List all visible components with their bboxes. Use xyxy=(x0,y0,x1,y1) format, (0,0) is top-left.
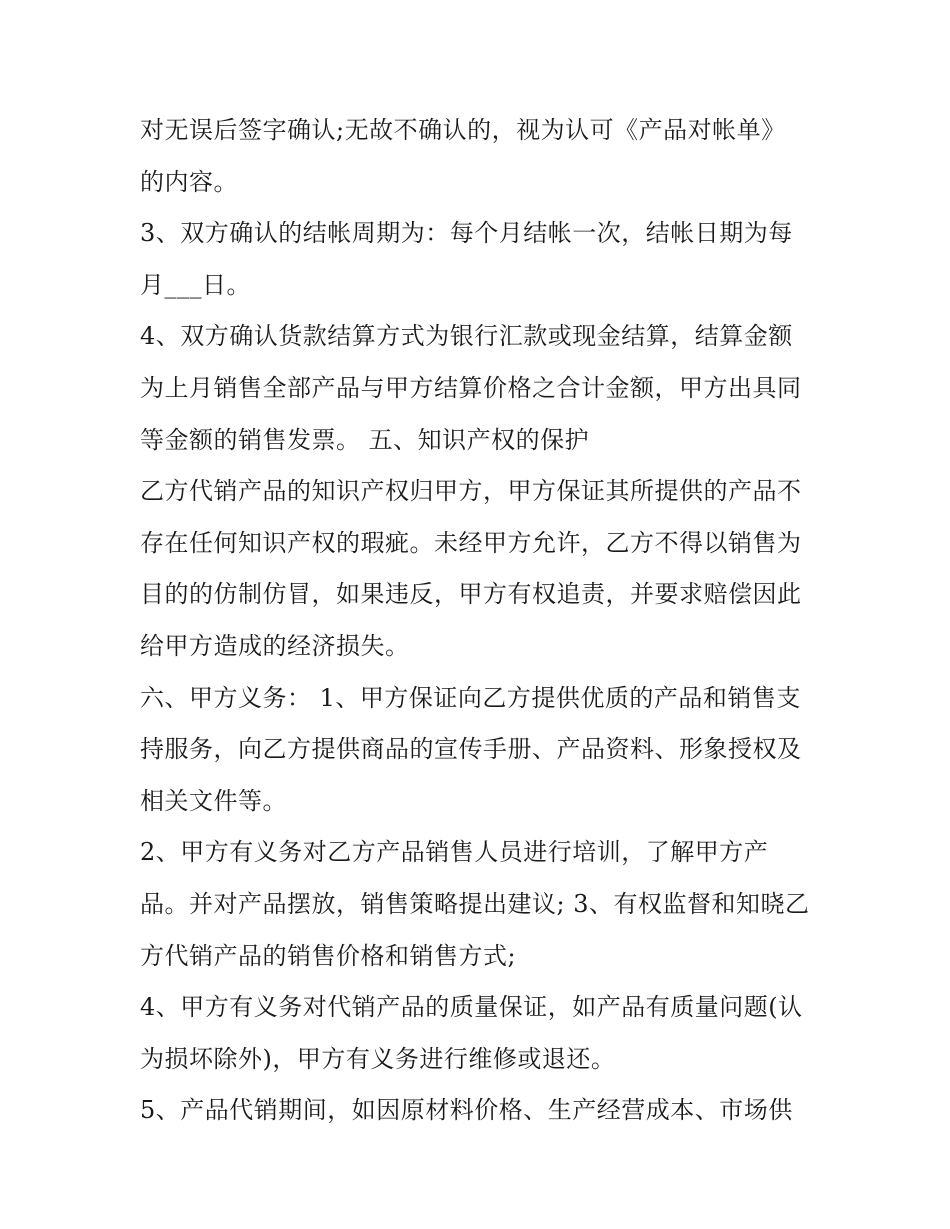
text-line: 六、甲方义务： 1、甲方保证向乙方提供优质的产品和销售支 xyxy=(140,683,801,712)
text-line: 乙方代销产品的知识产权归甲方，甲方保证其所提供的产品不 xyxy=(140,477,802,506)
text-line: 4、双方确认货款结算方式为银行汇款或现金结算，结算金额 xyxy=(140,322,793,351)
text-line: 目的的仿制仿冒，如果违反，甲方有权追责，并要求赔偿因此 xyxy=(140,580,802,609)
text-line: 方代销产品的销售价格和销售方式; xyxy=(140,941,517,970)
text-line: 相关文件等。 xyxy=(140,786,287,815)
text-line: 为损坏除外)，甲方有义务进行维修或退还。 xyxy=(140,1044,616,1073)
text-line: 月___日。 xyxy=(140,270,251,299)
text-line: 给甲方造成的经济损失。 xyxy=(140,631,410,660)
text-line: 持服务，向乙方提供商品的宣传手册、产品资料、形象授权及 xyxy=(140,735,802,764)
text-line: 3、双方确认的结帐周期为：每个月结帐一次，结帐日期为每 xyxy=(140,219,793,248)
text-line: 等金额的销售发票。 五、知识产权的保护 xyxy=(140,425,590,454)
text-line: 的内容。 xyxy=(140,167,238,196)
text-line: 5、产品代销期间，如因原材料价格、生产经营成本、市场供 xyxy=(140,1096,793,1125)
document-body xyxy=(140,105,820,1137)
text-line: 2、甲方有义务对乙方产品销售人员进行培训，了解甲方产 xyxy=(140,838,769,867)
text-line: 4、甲方有义务对代销产品的质量保证，如产品有质量问题(认 xyxy=(140,993,803,1022)
text-line: 为上月销售全部产品与甲方结算价格之合计金额，甲方出具同 xyxy=(140,373,802,402)
text-line: 对无误后签字确认;无故不确认的，视为认可《产品对帐单》 xyxy=(140,116,786,144)
text-line: 品。并对产品摆放，销售策略提出建议; 3、有权监督和知晓乙 xyxy=(140,889,810,918)
text-line: 存在任何知识产权的瑕疵。未经甲方允许，乙方不得以销售为 xyxy=(140,528,802,557)
